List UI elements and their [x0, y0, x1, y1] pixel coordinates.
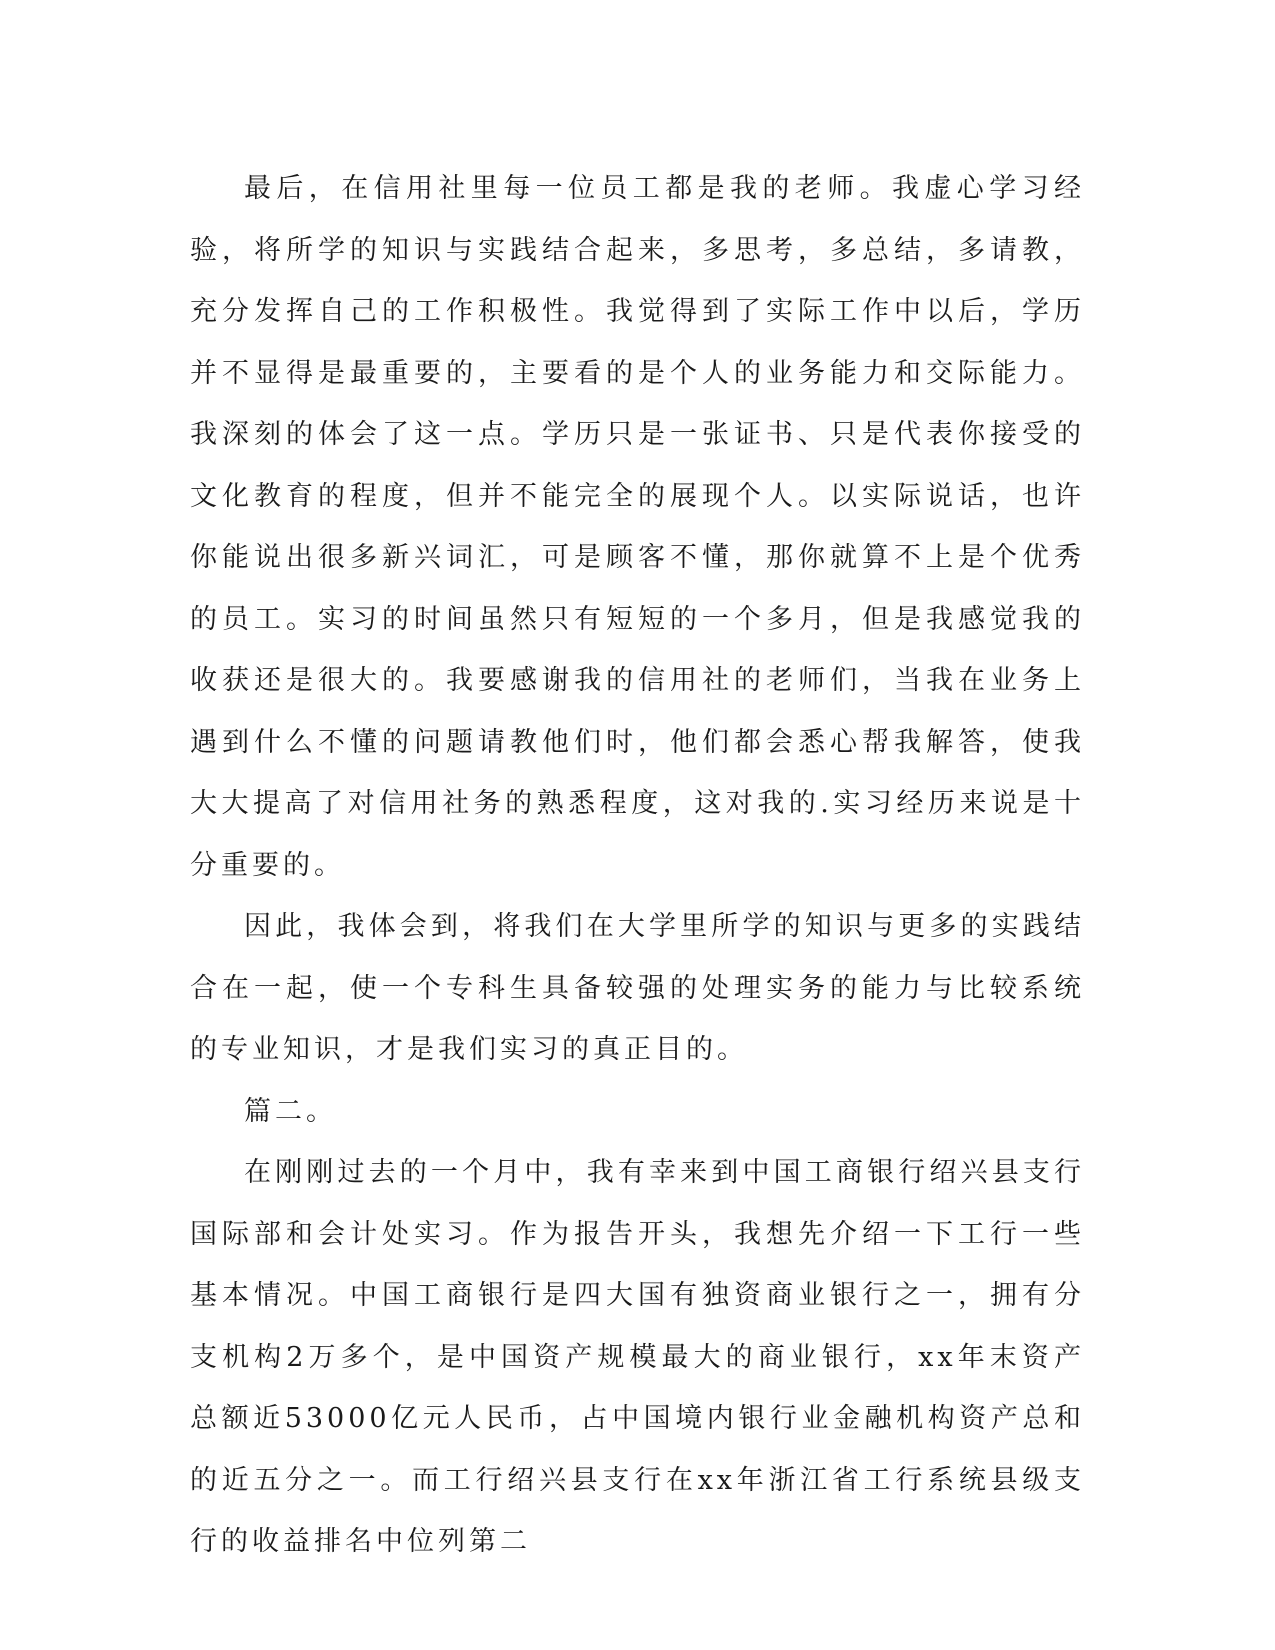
document-body [190, 158, 1085, 1573]
paragraph-1: 最后，在信用社里每一位员工都是我的老师。我虚心学习经验，将所学的知识与实践结合起来，多思考，多总结，多请教，充分发挥自己的工作积极性。我觉得到了实际工作中以后，学历并不显得是最重要的，主要看的是个人的业务能力和交际能力。我深刻的体会了这一点。学历只是一张证书、只是代表你接受的文化教育的程度，但并不能完全的展现个人。以实际说话，也许你能说出很多新兴词汇，可是顾客不懂，那你就算不上是个优秀的员工。实习的时间虽然只有短短的一个多月，但是我感觉我的收获还是很大的。我要感谢我的信用社的老师们，当我在业务上遇到什么不懂的问题请教他们时，他们都会悉心帮我解答，使我大大提高了对信用社务的熟悉程度，这对我的.实习经历来说是十分重要的。 [190, 173, 1085, 881]
paragraph-3: 在刚刚过去的一个月中，我有幸来到中国工商银行绍兴县支行国际部和会计处实习。作为报告开头，我想先介绍一下工行一些基本情况。中国工商银行是四大国有独资商业银行之一，拥有分支机构2万多个，是中国资产规模最大的商业银行，xx年末资产总额近53000亿元人民币，占中国境内银行业金融机构资产总和的近五分之一。而工行绍兴县支行在xx年浙江省工行系统县级支行的收益排名中位列第二 [190, 1157, 1085, 1557]
section-heading: 篇二。 [244, 1095, 337, 1127]
paragraph-2: 因此，我体会到，将我们在大学里所学的知识与更多的实践结合在一起，使一个专科生具备较强的处理实务的能力与比较系统的专业知识，才是我们实习的真正目的。 [190, 911, 1085, 1065]
